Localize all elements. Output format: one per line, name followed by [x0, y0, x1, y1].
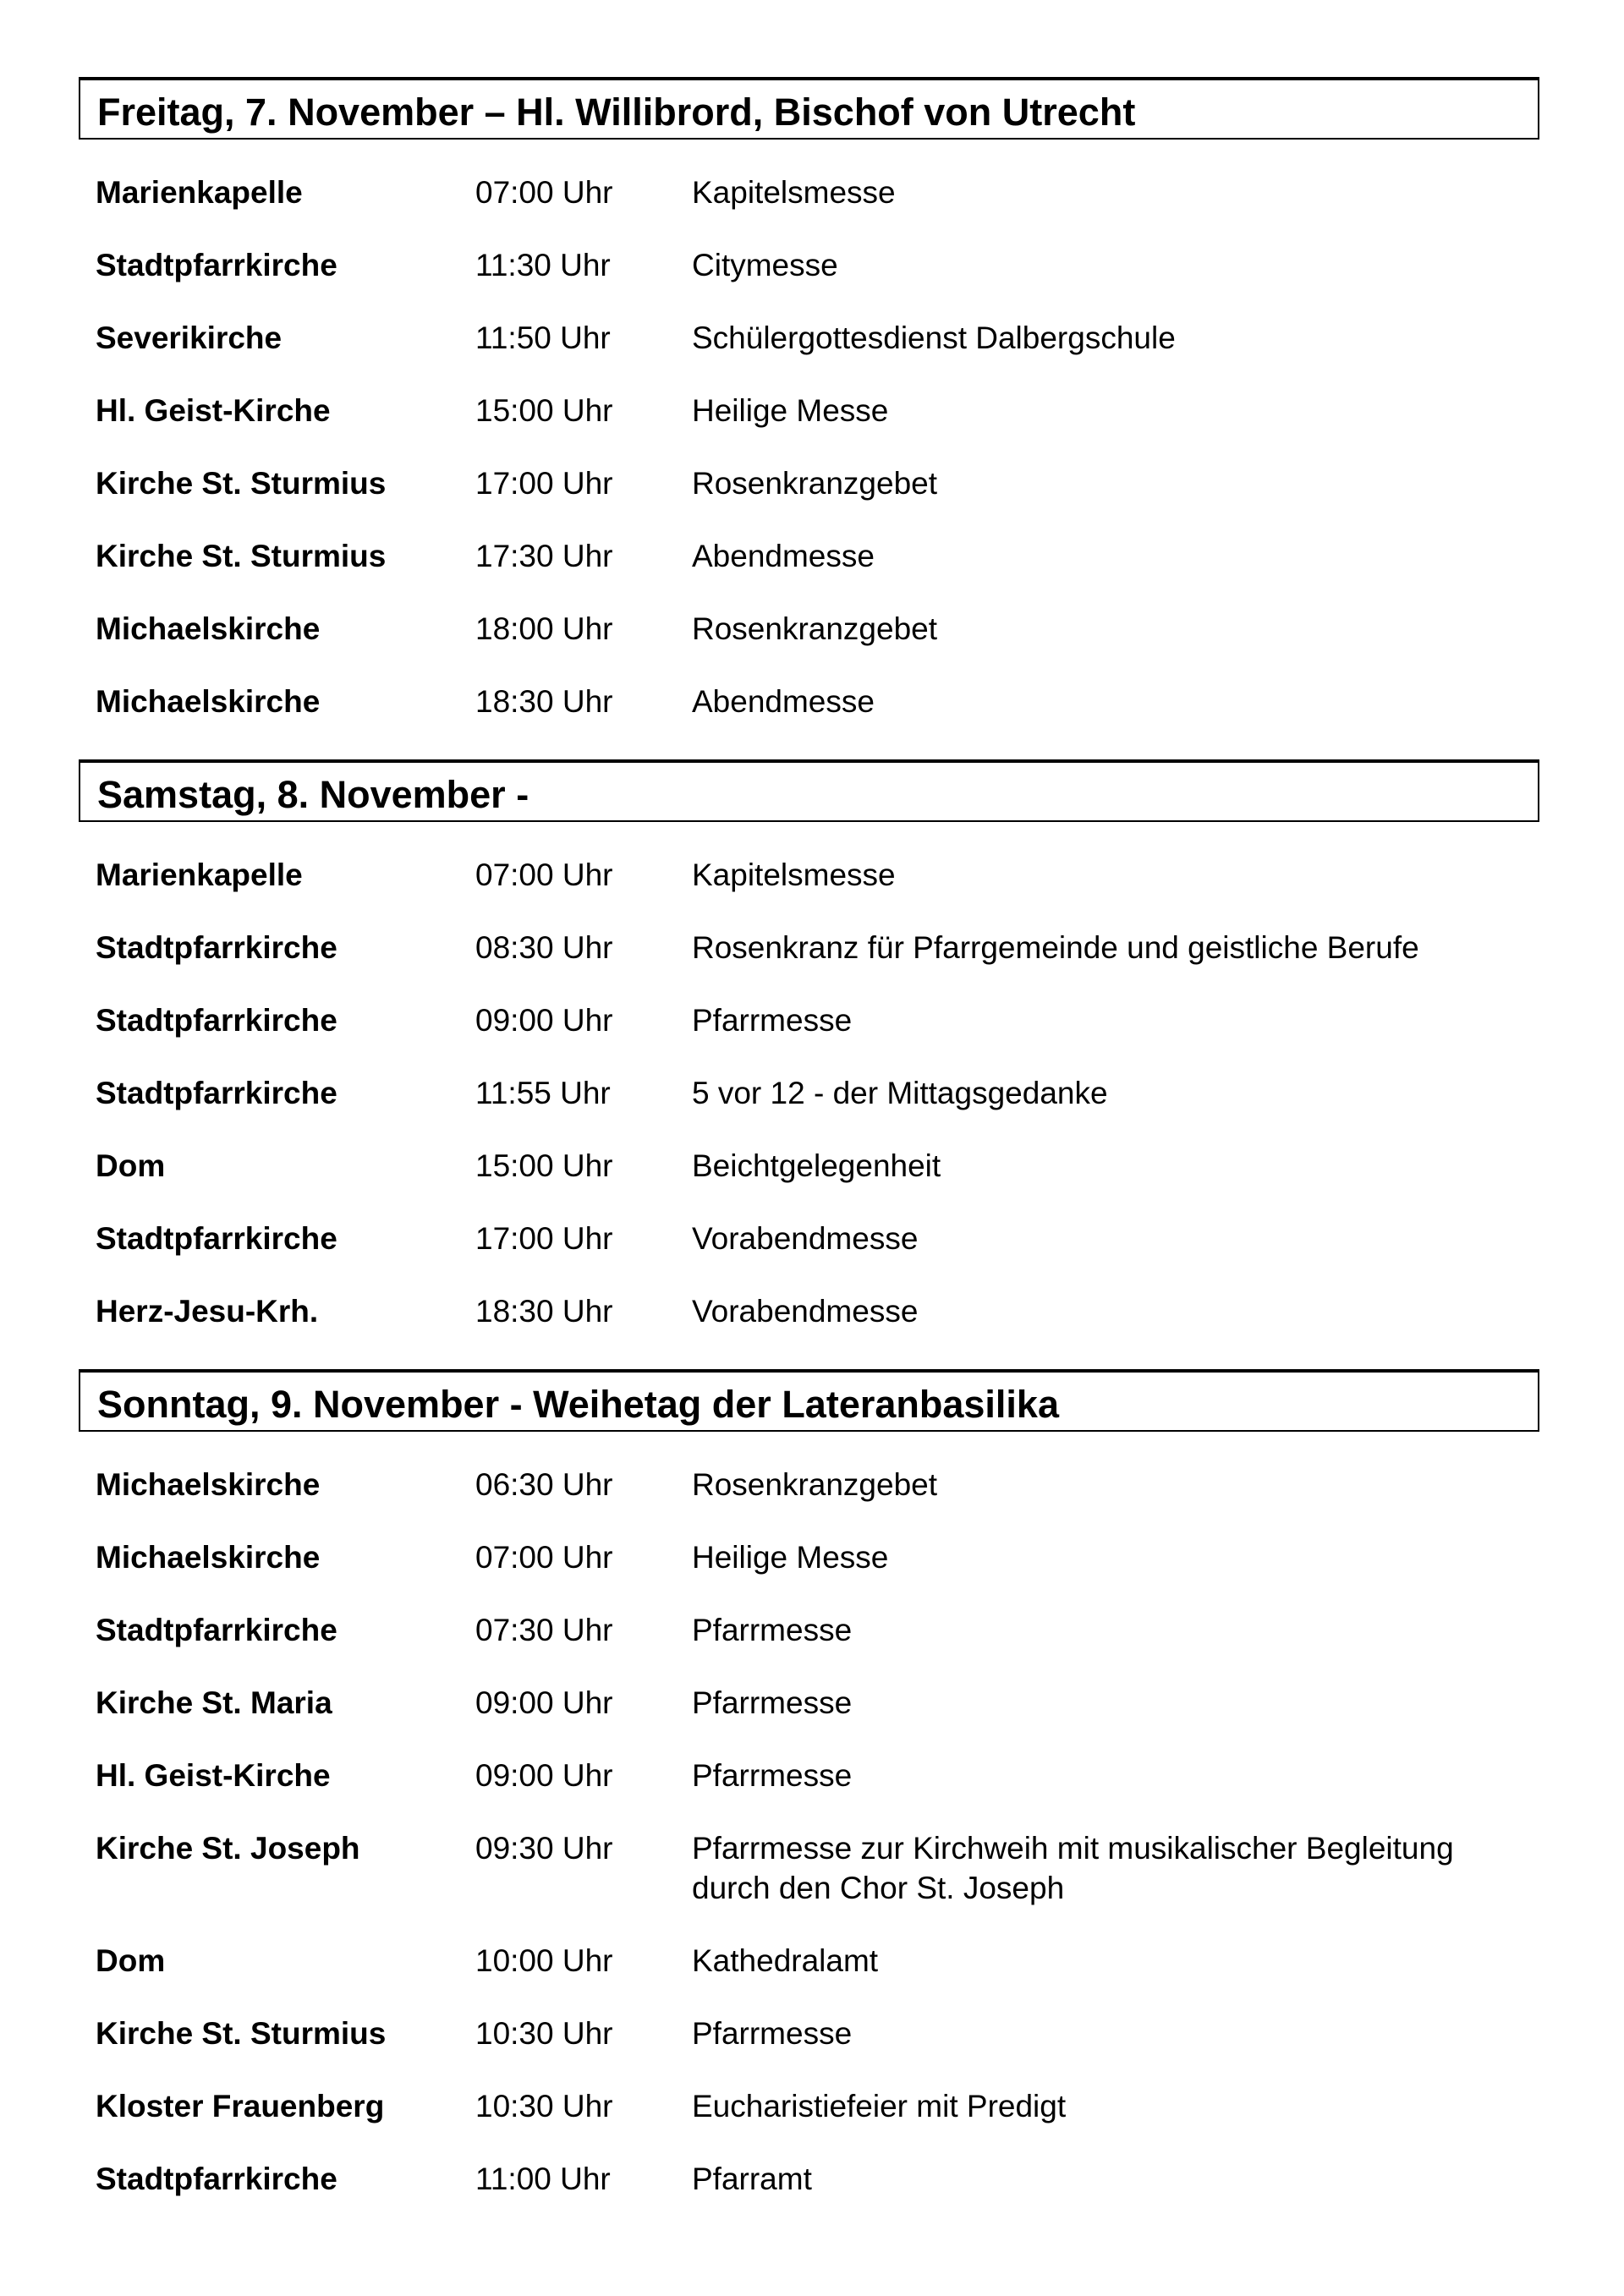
event-cell: Schülergottesdienst Dalbergschule — [692, 321, 1176, 355]
location-cell: Kirche St. Sturmius — [96, 539, 387, 573]
schedule-row — [96, 318, 1624, 358]
schedule-row — [96, 1465, 1624, 1504]
time-cell: 10:00 Uhr — [475, 1943, 613, 1978]
event-cell: Heilige Messe — [692, 393, 889, 428]
time-cell: 18:00 Uhr — [475, 611, 613, 646]
time-cell: 09:00 Uhr — [475, 1003, 613, 1038]
location-cell: Hl. Geist-Kirche — [96, 393, 331, 428]
schedule-row — [96, 2014, 1624, 2053]
location-cell: Marienkapelle — [96, 858, 303, 892]
time-cell: 15:00 Uhr — [475, 1148, 613, 1183]
location-cell: Stadtpfarrkirche — [96, 248, 337, 282]
event-cell: Rosenkranzgebet — [692, 466, 938, 501]
schedule-row — [96, 1219, 1624, 1258]
schedule-row — [96, 391, 1624, 430]
event-cell: Pfarramt — [692, 2162, 812, 2196]
location-cell: Kirche St. Joseph — [96, 1831, 360, 1866]
event-cell: Abendmesse — [692, 539, 875, 573]
event-cell: Kathedralamt — [692, 1943, 879, 1978]
time-cell: 07:00 Uhr — [475, 858, 613, 892]
schedule-row — [96, 245, 1624, 285]
location-cell: Michaelskirche — [96, 611, 321, 646]
event-cell: Pfarrmesse — [692, 1758, 853, 1793]
time-cell: 17:00 Uhr — [475, 1221, 613, 1256]
time-cell: 18:30 Uhr — [475, 1294, 613, 1329]
time-cell: 09:00 Uhr — [475, 1685, 613, 1720]
schedule-row — [96, 536, 1624, 576]
schedule-row — [96, 1537, 1624, 1577]
time-cell: 07:00 Uhr — [475, 1540, 613, 1575]
schedule-row — [96, 1941, 1624, 1981]
schedule-row — [96, 1146, 1624, 1186]
time-cell: 11:55 Uhr — [475, 1076, 611, 1110]
schedule-row — [96, 1683, 1624, 1723]
location-cell: Kirche St. Maria — [96, 1685, 332, 1720]
event-cell: Vorabendmesse — [692, 1221, 919, 1256]
time-cell: 11:50 Uhr — [475, 321, 611, 355]
day-header-freitag: Freitag, 7. November – Hl. Willibrord, Bischof von Utrecht — [79, 77, 1539, 140]
schedule-row — [96, 463, 1624, 503]
time-cell: 06:30 Uhr — [475, 1467, 613, 1502]
day-section-freitag — [0, 77, 1624, 721]
time-cell: 17:30 Uhr — [475, 539, 613, 573]
event-cell: Rosenkranzgebet — [692, 1467, 938, 1502]
event-cell: 5 vor 12 - der Mittagsgedanke — [692, 1076, 1108, 1110]
schedule-row — [96, 855, 1624, 895]
location-cell: Michaelskirche — [96, 1467, 321, 1502]
event-cell: Kapitelsmesse — [692, 858, 896, 892]
location-cell: Marienkapelle — [96, 175, 303, 210]
location-cell: Kloster Frauenberg — [96, 2089, 385, 2123]
location-cell: Kirche St. Sturmius — [96, 2016, 387, 2051]
time-cell: 10:30 Uhr — [475, 2089, 613, 2123]
schedule-row — [96, 1828, 1624, 1908]
event-cell: Pfarrmesse zur Kirchweih mit musikalischer Begleitung durch den Chor St. Joseph — [692, 1831, 1454, 1905]
schedule-row — [96, 682, 1624, 721]
location-cell: Severikirche — [96, 321, 283, 355]
time-cell: 18:30 Uhr — [475, 684, 613, 719]
event-cell: Rosenkranz für Pfarrgemeinde und geistliche Berufe — [692, 930, 1419, 965]
event-cell: Vorabendmesse — [692, 1294, 919, 1329]
location-cell: Stadtpfarrkirche — [96, 1003, 337, 1038]
rows-freitag — [96, 173, 1624, 721]
event-cell: Heilige Messe — [692, 1540, 889, 1575]
location-cell: Michaelskirche — [96, 1540, 321, 1575]
schedule-row — [96, 1073, 1624, 1113]
time-cell: 11:00 Uhr — [475, 2162, 611, 2196]
time-cell: 08:30 Uhr — [475, 930, 613, 965]
event-cell: Abendmesse — [692, 684, 875, 719]
rows-samstag — [96, 855, 1624, 1331]
schedule-row — [96, 609, 1624, 649]
event-cell: Citymesse — [692, 248, 838, 282]
location-cell: Hl. Geist-Kirche — [96, 1758, 331, 1793]
location-cell: Kirche St. Sturmius — [96, 466, 387, 501]
event-cell: Pfarrmesse — [692, 1613, 853, 1647]
location-cell: Dom — [96, 1148, 166, 1183]
schedule-row — [96, 928, 1624, 967]
location-cell: Michaelskirche — [96, 684, 321, 719]
time-cell: 10:30 Uhr — [475, 2016, 613, 2051]
day-section-samstag — [0, 759, 1624, 1331]
time-cell: 15:00 Uhr — [475, 393, 613, 428]
schedule-row — [96, 1756, 1624, 1795]
schedule-row — [96, 1000, 1624, 1040]
schedule-row — [96, 1291, 1624, 1331]
rows-sonntag — [96, 1465, 1624, 2199]
location-cell: Stadtpfarrkirche — [96, 2162, 337, 2196]
time-cell: 17:00 Uhr — [475, 466, 613, 501]
day-section-sonntag — [0, 1369, 1624, 2199]
location-cell: Stadtpfarrkirche — [96, 1613, 337, 1647]
event-cell: Kapitelsmesse — [692, 175, 896, 210]
location-cell: Dom — [96, 1943, 166, 1978]
schedule-row — [96, 1610, 1624, 1650]
location-cell: Herz-Jesu-Krh. — [96, 1294, 319, 1329]
location-cell: Stadtpfarrkirche — [96, 1076, 337, 1110]
event-cell: Beichtgelegenheit — [692, 1148, 941, 1183]
time-cell: 07:00 Uhr — [475, 175, 613, 210]
day-header-sonntag: Sonntag, 9. November - Weihetag der Lateranbasilika — [79, 1369, 1539, 1432]
event-cell: Eucharistiefeier mit Predigt — [692, 2089, 1067, 2123]
schedule-row — [96, 173, 1624, 212]
day-header-samstag: Samstag, 8. November - — [79, 759, 1539, 822]
time-cell: 11:30 Uhr — [475, 248, 611, 282]
time-cell: 07:30 Uhr — [475, 1613, 613, 1647]
schedule-row — [96, 2159, 1624, 2199]
event-cell: Rosenkranzgebet — [692, 611, 938, 646]
location-cell: Stadtpfarrkirche — [96, 1221, 337, 1256]
time-cell: 09:00 Uhr — [475, 1758, 613, 1793]
schedule-row — [96, 2086, 1624, 2126]
event-cell: Pfarrmesse — [692, 1685, 853, 1720]
time-cell: 09:30 Uhr — [475, 1831, 613, 1866]
location-cell: Stadtpfarrkirche — [96, 930, 337, 965]
event-cell: Pfarrmesse — [692, 2016, 853, 2051]
event-cell: Pfarrmesse — [692, 1003, 853, 1038]
